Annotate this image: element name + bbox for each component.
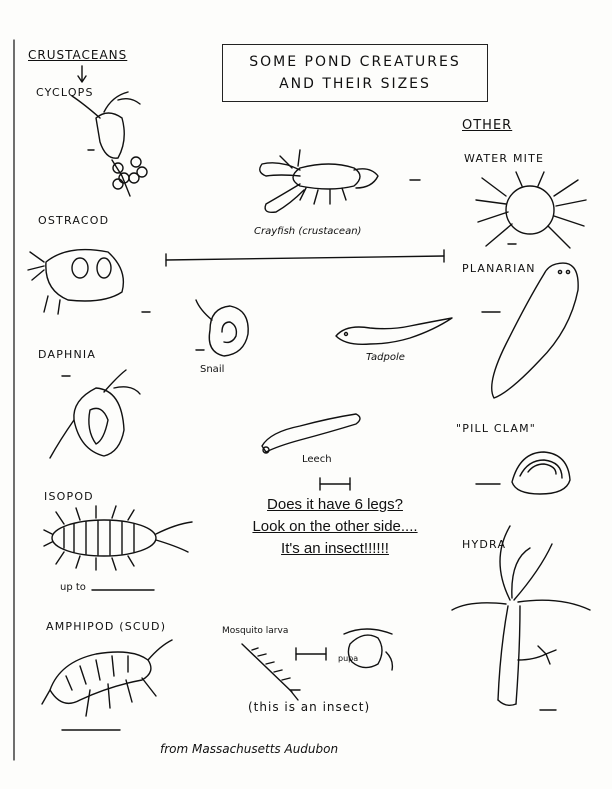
mosquito-larva-drawing bbox=[242, 644, 326, 700]
notice-line-2: Look on the other side.... bbox=[252, 518, 418, 535]
amphipod-label: AMPHIPOD (SCUD) bbox=[46, 620, 167, 633]
arrow-down-icon bbox=[78, 66, 86, 82]
isopod-label: ISOPOD bbox=[44, 490, 94, 503]
hydra-label: HYDRA bbox=[462, 538, 507, 551]
notice-line-1: Does it have 6 legs? bbox=[267, 496, 403, 513]
mosquito-larva-label: Mosquito larva bbox=[222, 626, 289, 636]
page-title bbox=[222, 44, 488, 102]
planarian-drawing bbox=[482, 263, 578, 398]
crayfish-label: Crayfish (crustacean) bbox=[254, 226, 362, 237]
cyclops-label: CYCLOPS bbox=[36, 86, 94, 99]
water-mite-drawing bbox=[476, 172, 586, 248]
title-line-1: SOME POND CREATURES bbox=[249, 54, 461, 70]
crayfish-drawing bbox=[260, 150, 420, 212]
source-credit: from Massachusetts Audubon bbox=[160, 742, 339, 756]
planarian-label: PLANARIAN bbox=[462, 262, 536, 275]
leech-label: Leech bbox=[302, 454, 332, 465]
snail-drawing bbox=[196, 300, 248, 356]
daphnia-drawing bbox=[50, 370, 140, 458]
pill-clam-drawing bbox=[476, 452, 570, 494]
insect-notice bbox=[210, 494, 460, 560]
pill-clam-label: "PILL CLAM" bbox=[456, 422, 537, 435]
daphnia-label: DAPHNIA bbox=[38, 348, 97, 361]
ostracod-drawing bbox=[28, 250, 150, 314]
title-line-2: AND THEIR SIZES bbox=[279, 76, 431, 92]
insect-note: (this is an insect) bbox=[248, 700, 371, 714]
cyclops-drawing bbox=[72, 92, 147, 196]
tadpole-label: Tadpole bbox=[366, 352, 405, 363]
water-mite-label: WATER MITE bbox=[464, 152, 545, 165]
pupa-drawing bbox=[344, 629, 392, 670]
notice-line-3: It's an insect!!!!!! bbox=[281, 540, 389, 557]
other-heading: OTHER bbox=[462, 118, 513, 133]
tadpole-drawing bbox=[336, 318, 452, 344]
ostracod-label: OSTRACOD bbox=[38, 214, 110, 227]
leech-drawing bbox=[262, 414, 360, 490]
pupa-label: pupa bbox=[338, 654, 359, 663]
hydra-drawing bbox=[452, 526, 590, 710]
isopod-drawing bbox=[44, 506, 192, 590]
crustaceans-heading: CRUSTACEANS bbox=[28, 48, 128, 62]
crayfish-scale-bar bbox=[166, 256, 444, 260]
isopod-size-note: up to bbox=[60, 582, 86, 593]
amphipod-drawing bbox=[42, 640, 172, 730]
snail-label: Snail bbox=[200, 364, 225, 375]
